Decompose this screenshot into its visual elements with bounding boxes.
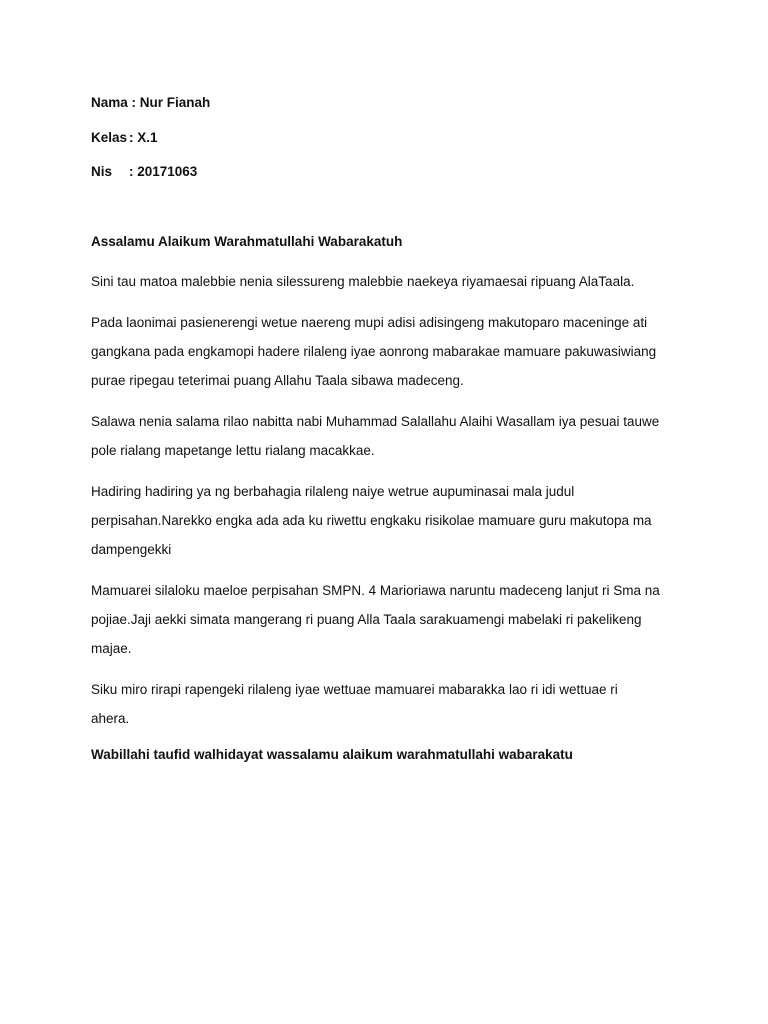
paragraph-4 bbox=[91, 477, 691, 564]
class-line bbox=[91, 128, 691, 163]
name-label: Nama : bbox=[91, 95, 137, 110]
paragraph-5 bbox=[91, 576, 691, 663]
paragraph-2 bbox=[91, 308, 691, 395]
paragraph-1 bbox=[91, 267, 691, 296]
paragraph-line: ahera. bbox=[91, 710, 130, 726]
name-line bbox=[91, 93, 691, 128]
paragraph-line: Mamuarei silaloku maeloe perpisahan SMPN. 4 Marioriawa naruntu madeceng lanjut ri Sma na bbox=[91, 582, 660, 598]
paragraph-line: Siku miro rirapi rapengeki rilaleng iyae wettuae mamuarei mabarakka lao ri idi wettuae ri bbox=[91, 681, 618, 697]
paragraph-line: Pada laonimai pasienerengi wetue naereng mupi adisi adisingeng makutoparo maceninge ati bbox=[91, 314, 648, 330]
paragraph-line: pole rialang mapetange lettu rialang macakkae. bbox=[91, 442, 375, 458]
nis-label: Nis bbox=[91, 164, 113, 179]
paragraph-line: perpisahan.Narekko engka ada ada ku riwettu engkaku risikolae mamuare guru makutopa ma bbox=[91, 512, 652, 528]
nis-line bbox=[91, 162, 691, 197]
spacer bbox=[91, 197, 691, 232]
paragraph-line: Sini tau matoa malebbie nenia silessureng malebbie naekeya riyamaesai ripuang AlaTaala. bbox=[91, 273, 635, 289]
name-value: Nur Fianah bbox=[139, 95, 211, 110]
paragraph-line: gangkana pada engkamopi hadere rilaleng iyae aonrong mabarakae mamuare pakuwasiwiang bbox=[91, 343, 657, 359]
document-body bbox=[91, 93, 691, 765]
nis-value: : 20171063 bbox=[129, 164, 198, 179]
paragraph-3 bbox=[91, 407, 691, 465]
paragraph-line: majae. bbox=[91, 640, 132, 656]
paragraph-line: dampengekki bbox=[91, 541, 172, 557]
closing-line: Wabillahi taufid walhidayat wassalamu alaikum warahmatullahi wabarakatu bbox=[91, 746, 573, 762]
class-value: : X.1 bbox=[129, 129, 158, 145]
paragraph-6 bbox=[91, 675, 691, 733]
paragraph-line: pojiae.Jaji aekki simata mangerang ri puang Alla Taala sarakuamengi mabelaki ri pakelikeng bbox=[91, 611, 642, 627]
paragraph-line: Hadiring hadiring ya ng berbahagia rilaleng naiye wetrue aupuminasai mala judul bbox=[91, 483, 575, 499]
greeting-heading: Assalamu Alaikum Warahmatullahi Wabarakatuh bbox=[91, 233, 403, 249]
paragraph-line: Salawa nenia salama rilao nabitta nabi Muhammad Salallahu Alaihi Wasallam iya pesuai tauwe bbox=[91, 413, 660, 429]
class-label: Kelas bbox=[91, 129, 128, 145]
paragraph-line: purae ripegau teterimai puang Allahu Taala sibawa madeceng. bbox=[91, 372, 464, 388]
